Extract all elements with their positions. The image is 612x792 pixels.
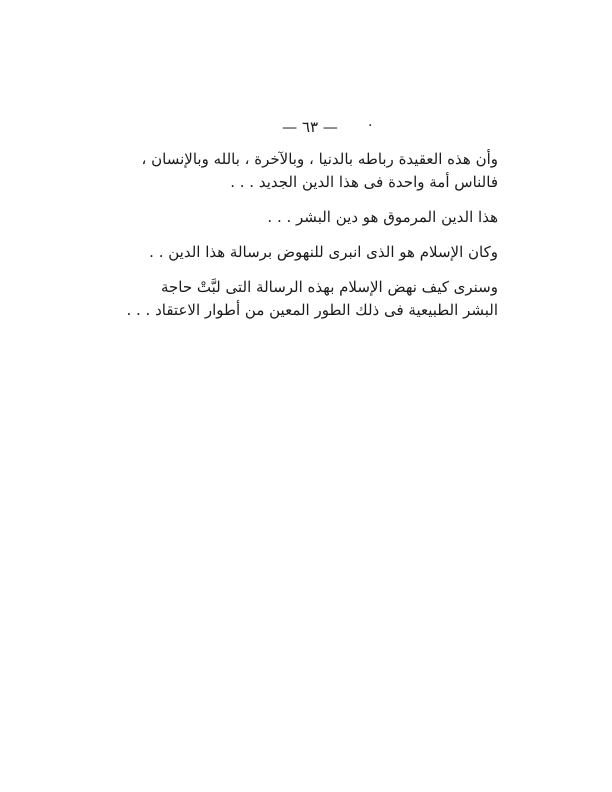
text-line: فالناس أمة واحدة فى هذا الدين الجديد . . . [230,173,498,191]
text-line: البشر الطبيعية فى ذلك الطور المعين من أطوار الاعتقاد . . . [126,301,498,319]
corner-mark: . [368,114,373,130]
paragraph-1 [118,148,498,194]
text-line: هذا الدين المرموق هو دين البشر . . . [267,208,498,226]
paragraph-4 [118,276,498,322]
paragraph-2 [118,206,498,229]
body-text [118,148,498,322]
paragraph-3 [118,241,498,264]
page-number: — ٦٣ — [282,118,338,136]
text-line: وسنرى كيف نهض الإسلام بهذه الرسالة التى لبَّتْ حاجة [160,278,498,296]
text-line: وأن هذه العقيدة رباطه بالدنيا ، وبالآخرة ، بالله وبالإنسان ، [141,150,498,168]
text-line: وكان الإسلام هو الذى انبرى للنهوض برسالة هذا الدين . . [149,243,498,261]
